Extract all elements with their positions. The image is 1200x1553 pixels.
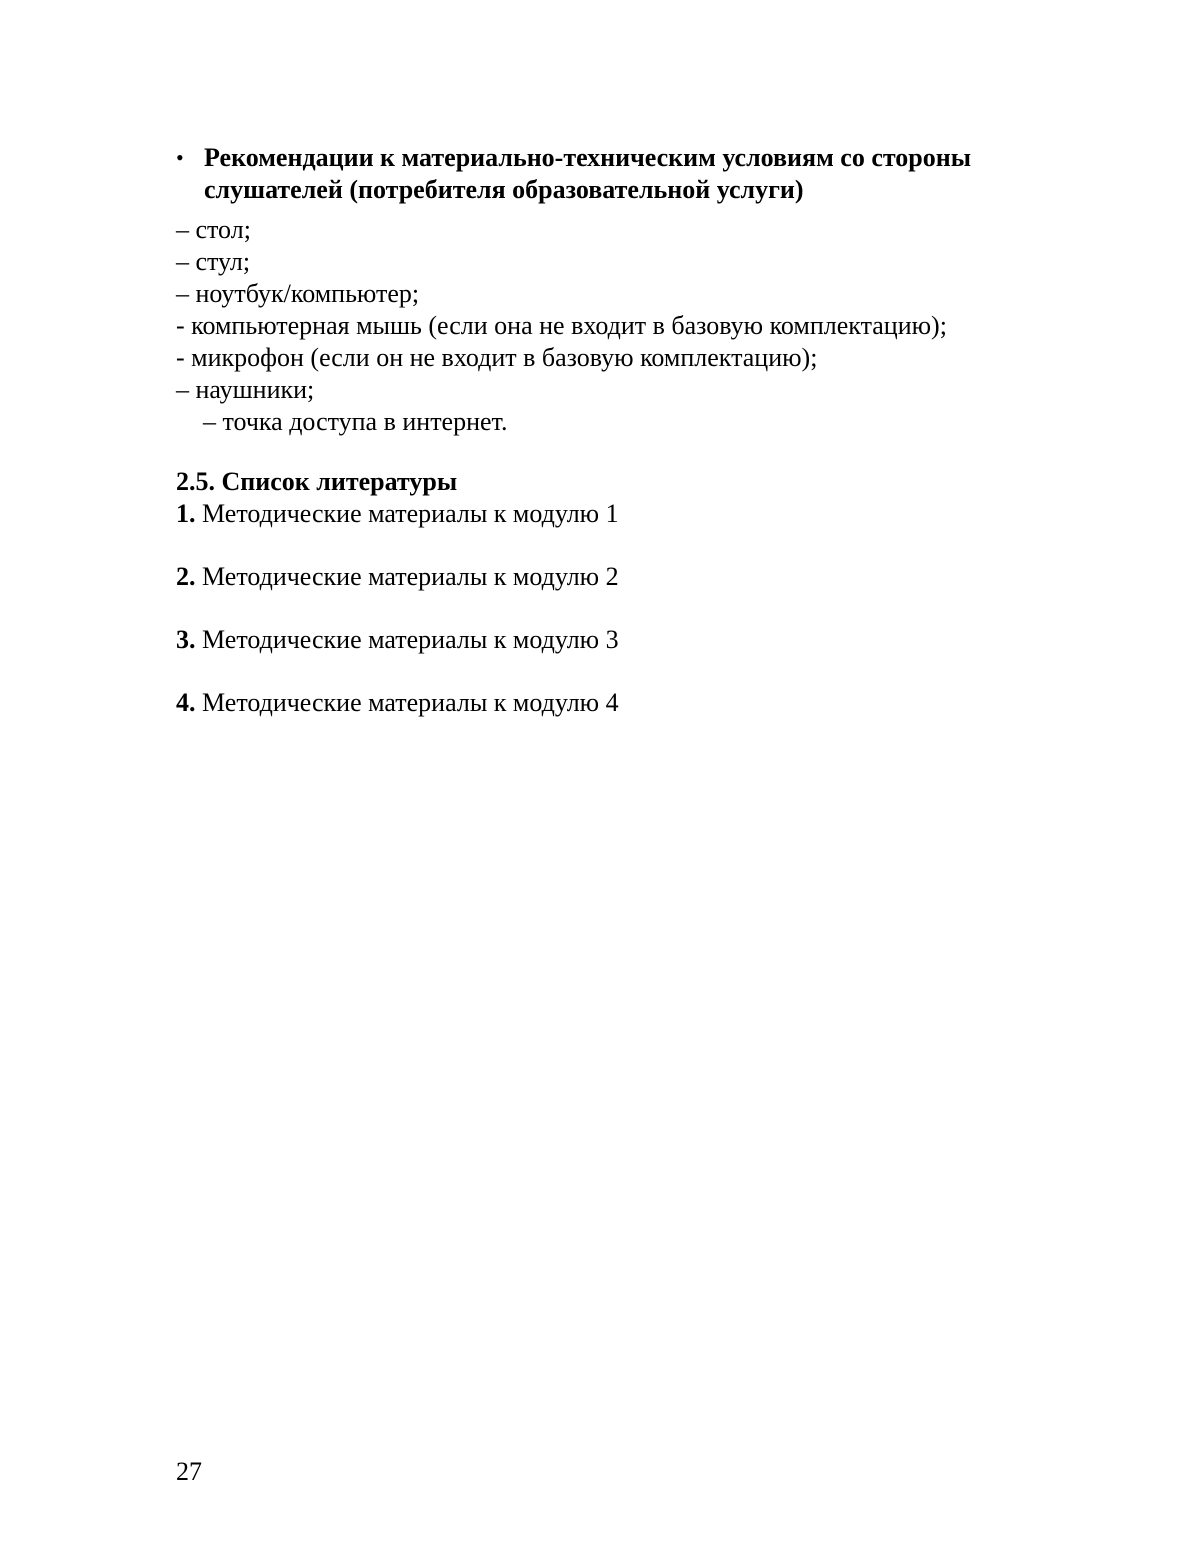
equipment-item-internet: – точка доступа в интернет. [203, 407, 508, 436]
bullet-row [176, 142, 1056, 206]
page-number: 27 [176, 1457, 202, 1486]
literature-item-number: 1. [176, 499, 196, 528]
literature-item-number: 2. [176, 562, 196, 591]
equipment-item-mouse: - компьютерная мышь (если она не входит в базовую комплектацию); [176, 311, 947, 340]
literature-item-text: Методические материалы к модулю 3 [195, 625, 619, 654]
equipment-item-chair: – стул; [176, 247, 251, 276]
equipment-item-headphones: – наушники; [176, 375, 315, 404]
equipment-item-microphone: - микрофон (если он не входит в базовую комплектацию); [176, 343, 818, 372]
literature-section-title: 2.5. Список литературы [176, 467, 458, 496]
literature-item-text: Методические материалы к модулю 2 [195, 562, 619, 591]
equipment-list [176, 214, 1076, 438]
recommendations-heading: Рекомендации к материально-техническим условиям со стороны слушателей (потребителя образовательной услуги) [204, 143, 972, 204]
equipment-item-desk: – стол; [176, 215, 251, 244]
literature-item-number: 4. [176, 688, 196, 717]
literature-item [176, 687, 619, 719]
literature-item [176, 561, 619, 593]
literature-item-text: Методические материалы к модулю 4 [195, 688, 619, 717]
bullet-icon: • [176, 145, 184, 170]
recommendations-bullet [176, 142, 1056, 206]
literature-list [176, 498, 619, 750]
literature-item-text: Методические материалы к модулю 1 [195, 499, 619, 528]
literature-item [176, 498, 619, 530]
literature-item [176, 624, 619, 656]
literature-item-number: 3. [176, 625, 196, 654]
equipment-item-laptop: – ноутбук/компьютер; [176, 279, 420, 308]
